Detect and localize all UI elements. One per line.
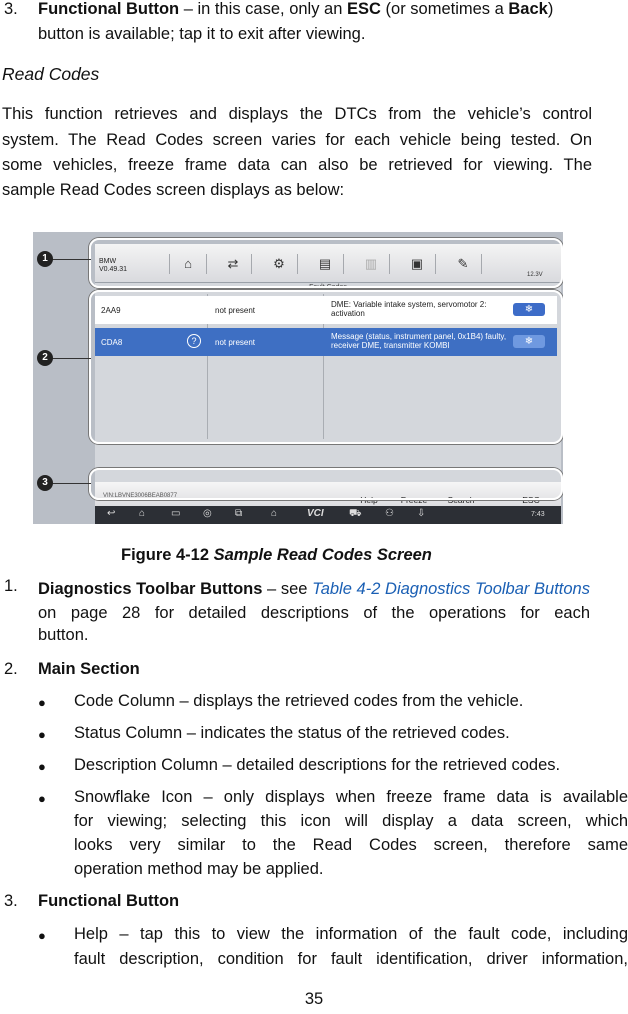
browser-icon[interactable]: ◎ [203,508,212,519]
figure-caption [121,546,432,565]
settings-icon[interactable]: ⚙ [261,254,298,274]
callout-line [51,358,91,359]
clock: 7:43 [531,511,545,518]
intro-line-3: some vehicles, freeze frame data can also be retrieved for viewing. The [2,156,592,174]
help-circle-icon[interactable]: ? [187,334,201,348]
bullet-code-column: Code Column – displays the retrieved codes from the vehicle. [74,692,524,710]
maxisys-icon[interactable]: ⌂ [271,508,278,519]
status-cell: not present [215,306,256,315]
item1-link[interactable]: Table 4-2 Diagnostics Toolbar Buttons [312,580,590,598]
item3-line2: button is available; tap it to exit after viewing. [38,25,366,43]
vehicle-version: V0.49.31 [99,266,128,273]
vin-label: VIN:LBVNE3006BEAB0877 [103,493,178,499]
callout-frame-toolbar [89,238,563,288]
item3-number: 3. [4,0,18,18]
battery-voltage: 12.3V [527,272,543,278]
update-icon[interactable]: ⇩ [417,508,426,519]
snowflake-icon[interactable]: ❄ [513,335,545,348]
help-line-1: Help – tap this to view the information of the fault code, including [74,925,628,943]
callout-marker-2: 2 [37,350,53,366]
intro-line-1: This function retrieves and displays the DTCs from the vehicle’s control [2,105,592,123]
car-icon[interactable]: ⛟ [349,508,362,519]
android-nav-bar [95,506,561,524]
snowflake-icon[interactable]: ❄ [513,303,545,316]
item2-label: Main Section [38,660,140,678]
search-button[interactable]: Search [447,495,475,505]
item3-text-c: ) [547,0,554,18]
screenshot-icon[interactable]: ⧉ [235,508,243,519]
home-icon[interactable]: ⌂ [169,254,207,274]
callout-marker-3: 3 [37,475,53,491]
bullet-marker: ● [38,928,46,943]
snowflake-line-1: Snowflake Icon – only displays when freeze frame data is available [74,788,628,806]
remote-icon[interactable]: ⚇ [385,508,394,519]
item3-line1 [38,0,553,19]
item1-rest: on page 28 for detailed descriptions of the operations for each [38,604,590,622]
item1-label: Diagnostics Toolbar Buttons [38,580,263,598]
item1-number: 1. [4,577,18,595]
vehicle-name: BMW [99,258,117,265]
caption-prefix: Figure 4-12 [121,546,214,564]
callout-marker-1: 1 [37,251,53,267]
help-button[interactable]: Help [360,495,378,505]
bullet-marker: ● [38,791,46,806]
help-line-2: fault description, condition for fault identification, driver information, [74,950,628,968]
item3b-number: 3. [4,892,18,910]
description-cell: DME: Variable intake system, servomotor 2: activation [331,300,487,318]
code-cell: CDA8 [101,338,123,347]
callout-line [51,259,91,260]
snowflake-line-2: for viewing; selecting this icon will display a data screen, which [74,812,628,830]
snowflake-line-3: looks very similar to the Read Codes screen, therefore same [74,836,628,854]
esc-button[interactable]: ESC [522,495,540,505]
figure-read-codes-screen [33,232,563,524]
item1-line1 [38,577,590,625]
intro-line-4: sample Read Codes screen displays as below: [2,181,345,199]
description-cell: Message (status, instrument panel, 0x1B4) faulty, receiver DME, transmitter KOMBI [331,332,507,350]
item3-esc: ESC [347,0,381,18]
edit-icon[interactable]: ✎ [445,254,482,274]
bullet-marker: ● [38,727,46,742]
vci-icon[interactable]: VCI [307,508,324,519]
back-icon[interactable]: ↩ [107,508,116,519]
page-number: 35 [304,990,324,1008]
item3-label: Functional Button [38,0,180,18]
snowflake-line-4: operation method may be applied. [74,860,324,878]
freeze-button[interactable]: Freeze [400,495,428,505]
item1-line3: button. [38,626,89,644]
item3b-label: Functional Button [38,892,180,910]
section-title: Read Codes [2,64,100,84]
caption-title: Sample Read Codes Screen [213,546,432,564]
screen-title: Fault Codes [309,284,347,291]
delete-icon[interactable]: ▥ [353,254,390,274]
item1-dash: – see [262,580,313,598]
print-icon[interactable]: ▤ [307,254,344,274]
code-cell: 2AA9 [101,306,121,315]
vehicle-swap-icon[interactable]: ⇄ [215,254,252,274]
item3-back: Back [508,0,548,18]
callout-frame-buttons [89,468,563,500]
bullet-status-column: Status Column – indicates the status of the retrieved codes. [74,724,510,742]
callout-frame-main [89,290,563,444]
intro-line-2: system. The Read Codes screen varies for each vehicle being tested. On [2,131,592,149]
status-cell: not present [215,338,256,347]
bullet-marker: ● [38,759,46,774]
item2-number: 2. [4,660,18,678]
item3-text-b: (or sometimes a [380,0,509,18]
save-icon[interactable]: ▣ [399,254,436,274]
bullet-description-column: Description Column – detailed descriptions for the retrieved codes. [74,756,561,774]
recent-apps-icon[interactable]: ▭ [171,508,181,519]
callout-line [51,483,91,484]
home-icon[interactable]: ⌂ [139,508,146,519]
bullet-marker: ● [38,695,46,710]
item3-text-a: – in this case, only an [179,0,347,18]
